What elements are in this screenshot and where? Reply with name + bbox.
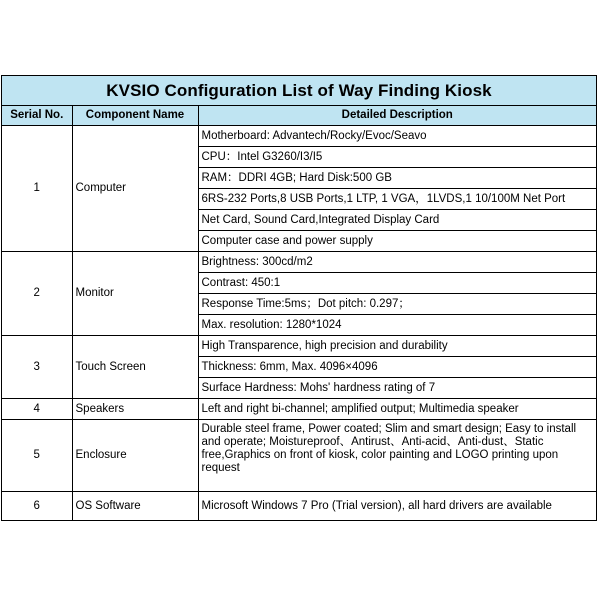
table-body [2, 126, 596, 521]
description-cell: Max. resolution: 1280*1024 [198, 315, 596, 336]
serial-cell: 3 [2, 336, 72, 399]
description-cell: Surface Hardness: Mohs' hardness rating of 7 [198, 378, 596, 399]
component-name-cell: Enclosure [72, 420, 198, 492]
table-row [2, 420, 596, 492]
description-cell: Brightness: 300cd/m2 [198, 252, 596, 273]
description-cell: Motherboard: Advantech/Rocky/Evoc/Seavo [198, 126, 596, 147]
description-cell: High Transparence, high precision and durability [198, 336, 596, 357]
description-cell: Durable steel frame, Power coated; Slim and smart design; Easy to install and operate; Moistureproof、Antirust、Anti-acid、Anti-dust、Static free,Graphics on front of kiosk, color painting and LOGO printing upon request [198, 420, 596, 492]
table-row [2, 336, 596, 357]
description-cell: Response Time:5ms；Dot pitch: 0.297； [198, 294, 596, 315]
component-name-cell: Touch Screen [72, 336, 198, 399]
serial-cell: 1 [2, 126, 72, 252]
configuration-sheet [1, 75, 597, 521]
sheet-title: KVSIO Configuration List of Way Finding Kiosk [2, 76, 596, 106]
description-cell: 6RS-232 Ports,8 USB Ports,1 LTP, 1 VGA，1LVDS,1 10/100M Net Port [198, 189, 596, 210]
serial-cell: 6 [2, 492, 72, 521]
table-row [2, 399, 596, 420]
component-name-cell: OS Software [72, 492, 198, 521]
description-cell: CPU：Intel G3260/I3/I5 [198, 147, 596, 168]
component-name-cell: Monitor [72, 252, 198, 336]
description-cell: Thickness: 6mm, Max. 4096×4096 [198, 357, 596, 378]
table-row [2, 492, 596, 521]
header-row [2, 106, 596, 126]
serial-cell: 4 [2, 399, 72, 420]
table-row [2, 252, 596, 273]
component-name-cell: Speakers [72, 399, 198, 420]
description-cell: Microsoft Windows 7 Pro (Trial version), all hard drivers are available [198, 492, 596, 521]
description-cell: Net Card, Sound Card,Integrated Display Card [198, 210, 596, 231]
description-cell: Left and right bi-channel; amplified output; Multimedia speaker [198, 399, 596, 420]
description-cell: RAM：DDRI 4GB; Hard Disk:500 GB [198, 168, 596, 189]
header-description: Detailed Description [198, 106, 596, 126]
serial-cell: 5 [2, 420, 72, 492]
component-name-cell: Computer [72, 126, 198, 252]
serial-cell: 2 [2, 252, 72, 336]
configuration-table [2, 106, 596, 520]
header-serial: Serial No. [2, 106, 72, 126]
description-cell: Computer case and power supply [198, 231, 596, 252]
description-cell: Contrast: 450:1 [198, 273, 596, 294]
table-row [2, 126, 596, 147]
header-component: Component Name [72, 106, 198, 126]
